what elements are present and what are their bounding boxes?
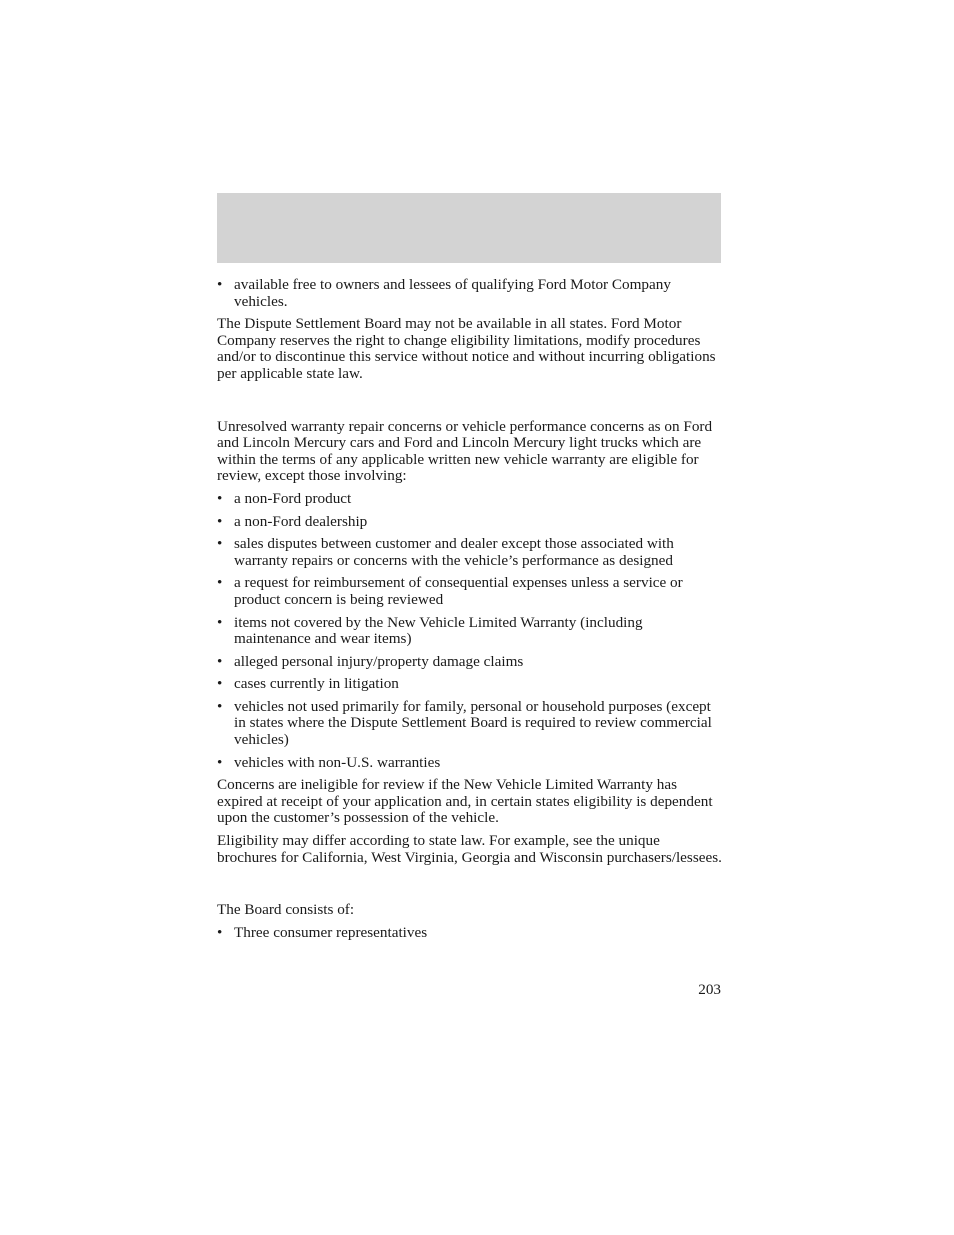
list-item-text: available free to owners and lessees of qualifying Ford Motor Company vehicles. bbox=[234, 276, 671, 310]
list-item-text: sales disputes between customer and dealer except those associated with warranty repairs or concerns with the vehicle’s performance as designed bbox=[234, 535, 674, 569]
list-item-text: alleged personal injury/property damage claims bbox=[234, 652, 524, 670]
list-item-text: a request for reimbursement of consequential expenses unless a service or product concern is being reviewed bbox=[234, 574, 683, 608]
bullet-icon: • bbox=[217, 613, 223, 631]
list-item bbox=[217, 699, 723, 749]
section-gap bbox=[217, 389, 723, 419]
section-gap bbox=[217, 872, 723, 902]
list-item bbox=[217, 536, 723, 569]
board-members-list bbox=[217, 925, 723, 942]
list-item bbox=[217, 514, 723, 531]
ineligible-paragraph: Concerns are ineligible for review if the New Vehicle Limited Warranty has expired at receipt of your application and, in certain states eligibility is dependent upon the customer’s possession of the vehicle. bbox=[217, 776, 713, 827]
bullet-icon: • bbox=[217, 574, 223, 592]
list-item-text: a non-Ford product bbox=[234, 489, 352, 507]
list-item-text: vehicles not used primarily for family, personal or household purposes (except in states where the Dispute Settlement Board is required to review commercial vehicles) bbox=[234, 697, 712, 749]
list-item bbox=[217, 491, 723, 508]
bullet-icon: • bbox=[217, 652, 223, 670]
page-content bbox=[217, 277, 723, 947]
list-item bbox=[217, 654, 723, 671]
list-item-text: items not covered by the New Vehicle Limited Warranty (including maintenance and wear items) bbox=[234, 613, 643, 648]
eligibility-intro-paragraph: Unresolved warranty repair concerns or vehicle performance concerns as on Ford and Lincoln Mercury cars and Ford and Lincoln Mercury light trucks which are within the terms of any applicable written new vehicle warranty are eligible for review, except those involving: bbox=[217, 417, 713, 485]
state-law-paragraph: Eligibility may differ according to state law. For example, see the unique brochures for California, West Virginia, Georgia and Wisconsin purchasers/lessees. bbox=[217, 832, 722, 866]
bullet-icon: • bbox=[217, 489, 223, 507]
list-item bbox=[217, 676, 723, 693]
list-item-text: vehicles with non-U.S. warranties bbox=[234, 753, 441, 771]
exclusions-list bbox=[217, 491, 723, 771]
bullet-icon: • bbox=[217, 276, 223, 293]
bullet-icon: • bbox=[217, 753, 223, 771]
bullet-icon: • bbox=[217, 512, 223, 530]
list-item bbox=[217, 925, 723, 942]
list-item bbox=[217, 615, 723, 648]
list-item bbox=[217, 277, 723, 310]
board-intro-paragraph: The Board consists of: bbox=[217, 901, 355, 919]
list-item bbox=[217, 575, 723, 608]
availability-paragraph: The Dispute Settlement Board may not be available in all states. Ford Motor Company reserves the right to change eligibility limitations, modify procedures and/or to discontinue this service without notice and without incurring obligations per applicable state law. bbox=[217, 315, 716, 382]
bullet-icon: • bbox=[217, 675, 223, 693]
list-item-text: a non-Ford dealership bbox=[234, 512, 368, 530]
bullet-icon: • bbox=[217, 923, 223, 941]
section-header-band bbox=[217, 193, 721, 263]
list-item-text: cases currently in litigation bbox=[234, 675, 399, 693]
intro-bullet-list bbox=[217, 277, 723, 310]
list-item bbox=[217, 755, 723, 772]
page-number: 203 bbox=[698, 981, 721, 998]
bullet-icon: • bbox=[217, 535, 223, 553]
list-item-text: Three consumer representatives bbox=[234, 923, 428, 941]
bullet-icon: • bbox=[217, 697, 223, 715]
